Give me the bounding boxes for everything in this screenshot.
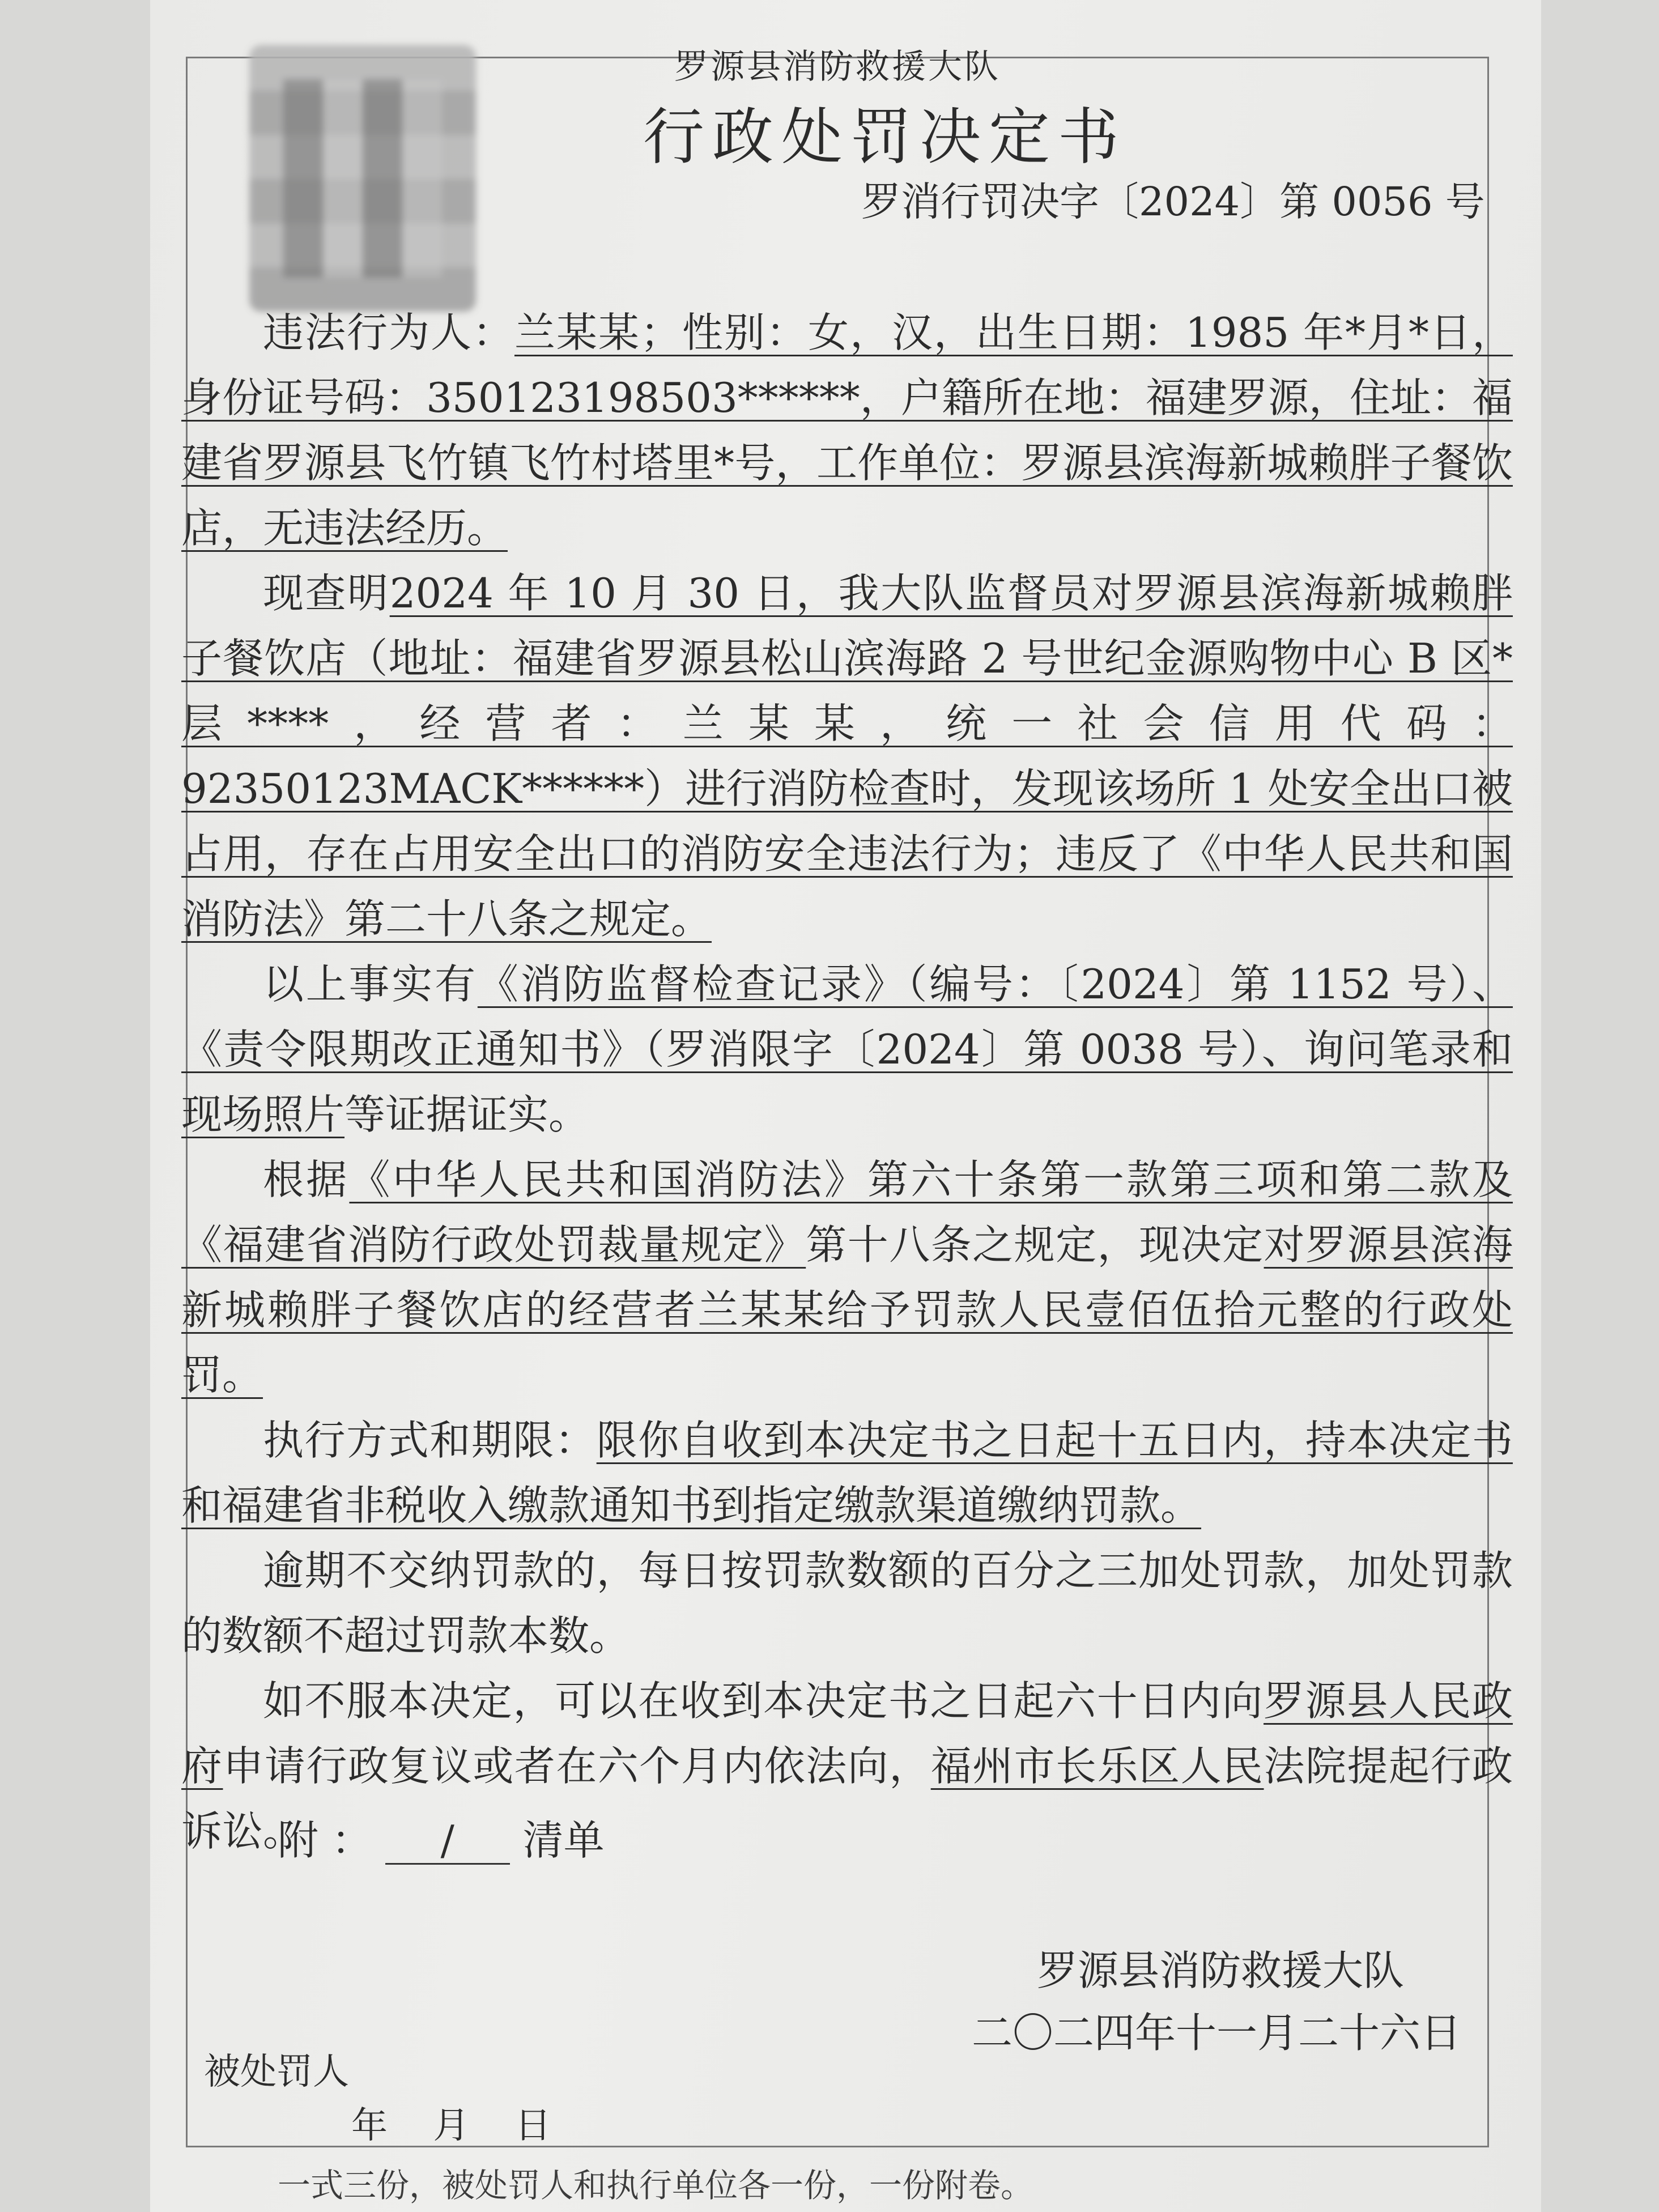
blurred-qr-code bbox=[249, 45, 476, 312]
paragraph-execution bbox=[181, 1408, 1513, 1538]
penalty-decision: 对罗源县滨海新城赖胖子餐饮店的经营者兰某某给予罚款人民壹佰伍拾元整的行政处罚。 bbox=[181, 1221, 1513, 1399]
document-title: 行政处罚决定书 bbox=[643, 102, 1128, 173]
signature-date: 二〇二四年十一月二十六日 bbox=[972, 2009, 1462, 2057]
appeal-tail: 法院提起行政诉讼。 bbox=[181, 1742, 1513, 1855]
decision-mid: 第十八条之规定，现决定 bbox=[806, 1221, 1264, 1269]
late-fee-text: 逾期不交纳罚款的，每日按罚款数额的百分之三加处罚款，加处罚款的数额不超过罚款本数。 bbox=[181, 1547, 1513, 1660]
attachment-line bbox=[278, 1807, 605, 1866]
agency-name-header: 罗源县消防救援大队 bbox=[674, 47, 1001, 87]
attachment-label: 附 ： bbox=[278, 1817, 372, 1864]
appeal-court: 福州市长乐区人民 bbox=[930, 1742, 1264, 1790]
evidence-lead: 以上事实有 bbox=[263, 960, 478, 1008]
execution-lead: 执行方式和期限： bbox=[263, 1416, 597, 1464]
offender-lead: 违法行为人： bbox=[263, 309, 514, 356]
document-body bbox=[181, 300, 1513, 1864]
findings-details: 2024 年 10 月 30 日，我大队监督员对罗源县滨海新城赖胖子餐饮店（地址：福建省罗源县松山滨海路 2 号世纪金源购物中心 B 区*层****，经营者：兰某某，统一社会信用代码：92350123MACK******）进行消防检查时，发现该场所 1 处安全出口被占用，存在占用安全出口的消防安全违法行为；违反了《中华人民共和国消防法》第二十八条之规定。 bbox=[181, 569, 1513, 943]
paragraph-evidence bbox=[181, 952, 1513, 1147]
signature-agency: 罗源县消防救援大队 bbox=[1037, 1947, 1405, 1994]
attachment-suffix: 清单 bbox=[522, 1817, 605, 1864]
paragraph-findings bbox=[181, 561, 1513, 952]
evidence-list: 《消防监督检查记录》（编号：〔2024〕第 1152 号）、《责令限期改正通知书》（罗消限字〔2024〕第 0038 号）、询问笔录和现场照片 bbox=[181, 960, 1513, 1138]
paragraph-decision bbox=[181, 1147, 1513, 1408]
penalized-party-label: 被处罚人 bbox=[204, 2051, 349, 2093]
document-number: 罗消行罚决字〔2024〕第 0056 号 bbox=[861, 178, 1485, 225]
paragraph-offender bbox=[181, 300, 1513, 561]
appeal-mid: 申请行政复议或者在六个月内依法向， bbox=[223, 1742, 931, 1790]
offender-details: 兰某某；性别：女，汉，出生日期：1985 年*月*日，身份证号码：350123198503******，户籍所在地：福建罗源，住址：福建省罗源县飞竹镇飞竹村塔里*号，工作单位：罗源县滨海新城赖胖子餐饮店，无违法经历。 bbox=[181, 309, 1513, 552]
decision-lead: 根据 bbox=[263, 1156, 350, 1203]
penalized-party-date: 年 月 日 bbox=[351, 2105, 551, 2147]
appeal-lead: 如不服本决定，可以在收到本决定书之日起六十日内向 bbox=[263, 1677, 1264, 1725]
evidence-tail: 等证据证实。 bbox=[344, 1091, 590, 1138]
findings-lead: 现查明 bbox=[263, 569, 390, 617]
execution-terms: 限你自收到本决定书之日起十五日内，持本决定书和福建省非税收入缴款通知书到指定缴款渠道缴纳罚款。 bbox=[181, 1416, 1513, 1529]
copies-note: 一式三份，被处罚人和执行单位各一份，一份附卷。 bbox=[278, 2166, 1034, 2205]
paragraph-late-fee bbox=[181, 1538, 1513, 1669]
legal-basis: 《中华人民共和国消防法》第六十条第一款第三项和第二款及《福建省消防行政处罚裁量规定》 bbox=[181, 1156, 1513, 1269]
attachment-blank: / bbox=[385, 1818, 510, 1865]
appeal-government: 罗源县人民政府 bbox=[181, 1677, 1513, 1790]
